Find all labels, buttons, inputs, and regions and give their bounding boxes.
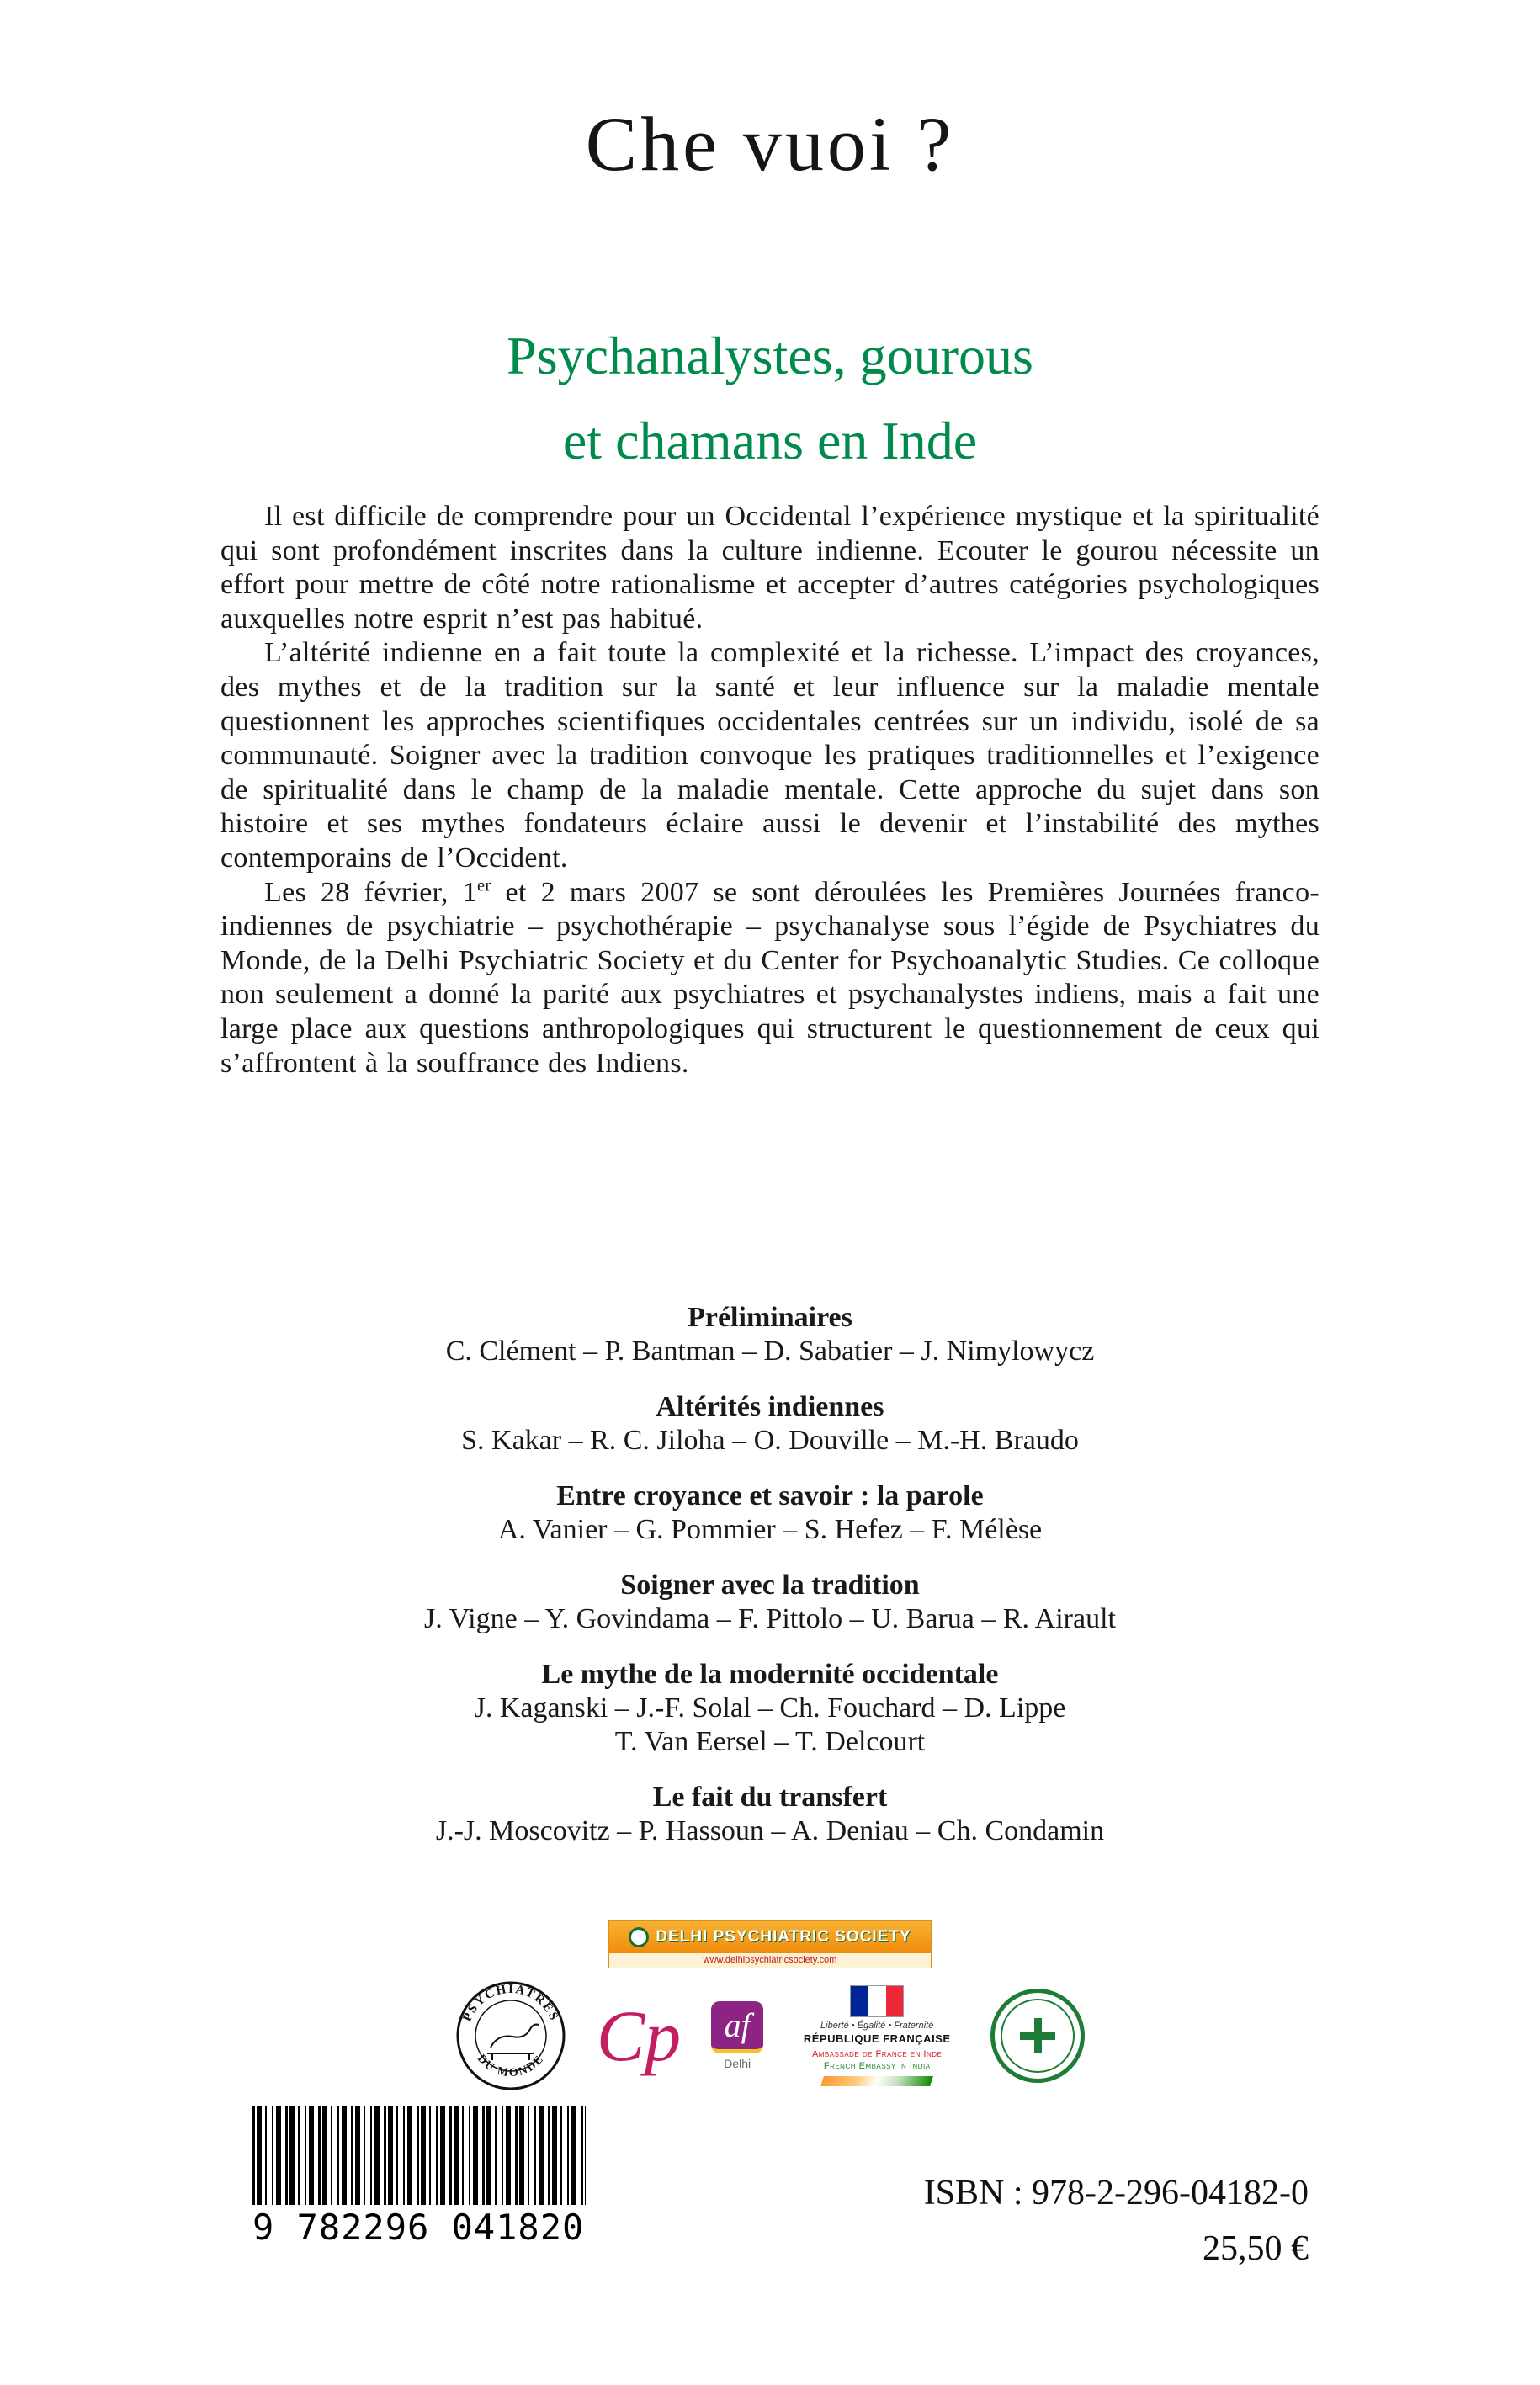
page-title: Che vuoi ? — [585, 101, 955, 187]
section-authors: C. Clément – P. Bantman – D. Sabatier – J. Nimylowycz — [445, 1336, 1095, 1367]
section-heading: Altérités indiennes — [656, 1391, 884, 1422]
table-of-contents — [0, 1301, 1540, 1870]
barcode — [252, 2106, 586, 2248]
body-paragraph-2: L’altérité indienne en a fait toute la complexité et la richesse. L’impact des croyances, des mythes et de la tradition sur la santé et leur influence sur la maladie mentale questionnent les approches scientifiques occidentales centrées sur un individu, isolé de sa communauté. Soigner avec la tradition convoque les pratiques traditionnelles et l’exigence de spiritualité dans le champ de la maladie mentale. Cette approche du sujet dans son histoire et ses mythes fondateurs éclaire aussi le devenir et l’instabilité des mythes contemporains de l’Occident. — [220, 637, 1320, 874]
back-cover-text — [220, 500, 1320, 1081]
dps-banner-title: DELHI PSYCHIATRIC SOCIETY — [656, 1928, 911, 1946]
delhi-psychiatric-society-banner — [608, 1920, 932, 1968]
barcode-bars — [252, 2106, 586, 2205]
subtitle-line-2: et chamans en Inde — [562, 411, 978, 470]
af-monogram: af — [724, 2006, 751, 2044]
program-section — [0, 1479, 1540, 1547]
section-authors: J. Kaganski – J.-F. Solal – Ch. Fouchard – D. Lippe — [474, 1692, 1066, 1724]
section-heading: Le mythe de la modernité occidentale — [541, 1659, 999, 1690]
af-monogram-square — [711, 2001, 763, 2053]
french-embassy-block — [789, 1985, 965, 2087]
alliance-francaise-delhi-logo — [711, 2001, 763, 2070]
body-paragraph-3 — [220, 876, 1320, 1081]
pdm-arc-bottom-text: DU MONDE — [474, 2052, 547, 2080]
center-for-psychoanalytic-studies-logo — [592, 1995, 686, 2076]
section-heading: Préliminaires — [688, 1302, 852, 1333]
psychiatres-du-monde-logo — [455, 1980, 566, 2091]
section-authors: A. Vanier – G. Pommier – S. Hefez – F. Mélèse — [497, 1514, 1043, 1545]
subtitle-line-1: Psychanalystes, gourous — [507, 326, 1033, 385]
program-section — [0, 1301, 1540, 1368]
french-flag-icon — [850, 1985, 904, 2017]
paragraph-3-text: et 2 mars 2007 se sont déroulées les Premières Journées franco-indiennes de psychiatrie – psychothérapie – psychanalyse sous l’égide de Psychiatres du Monde, de la Delhi Psychiatric Society et du Center for Psychoanalytic Studies. Ce colloque non seulement a donné la parité aux psychiatres et psychanalystes indiens, mais a fait une large place aux questions anthropologiques qui structurent le questionnement de ceux qui s’affrontent à la souffrance des Indiens. — [220, 876, 1320, 1079]
ordinal-superscript: er — [477, 876, 491, 895]
logo-row — [455, 1980, 1085, 2091]
dps-emblem-icon — [629, 1927, 649, 1947]
india-tricolor-strip — [820, 2076, 933, 2086]
af-city-label: Delhi — [724, 2057, 751, 2070]
cp-monogram: Cp — [596, 1995, 682, 2076]
program-section — [0, 1658, 1540, 1759]
pdm-arc-top-text: PSYCHIATRES — [460, 1982, 561, 2024]
embassy-line-french: Ambassade de France en Inde — [811, 2048, 943, 2059]
body-paragraph-1: Il est difficile de comprendre pour un Occidental l’expérience mystique et la spiritualité qui sont profondément inscrites dans la culture indienne. Ecouter le gourou nécessite un effort pour mettre de côté notre rationalisme et accepter d’autres catégories psychologiques auxquelles notre esprit n’est pas habitué. — [220, 501, 1320, 635]
program-section — [0, 1569, 1540, 1636]
republic-motto: Liberté • Égalité • Fraternité — [820, 2020, 934, 2031]
program-section — [0, 1781, 1540, 1848]
dps-banner-top — [609, 1921, 931, 1953]
price-label: 25,50 € — [1203, 2229, 1309, 2268]
section-authors: T. Van Eersel – T. Delcourt — [614, 1726, 926, 1757]
barcode-digits: 9 782296 041820 — [252, 2207, 585, 2248]
section-authors: S. Kakar – R. C. Jiloha – O. Douville – M.-H. Braudo — [461, 1425, 1079, 1456]
paragraph-3-text: Les 28 février, 1 — [264, 876, 477, 908]
book-subtitle — [0, 313, 1540, 483]
hospital-emblem-inner-ring — [1001, 1999, 1075, 2073]
section-heading: Soigner avec la tradition — [620, 1570, 920, 1601]
isbn-price-block — [924, 2171, 1309, 2271]
hospital-emblem-logo — [990, 1989, 1085, 2083]
section-authors: J.-J. Moscovitz – P. Hassoun – A. Deniau – Ch. Condamin — [435, 1815, 1105, 1846]
section-heading: Entre croyance et savoir : la parole — [556, 1480, 984, 1511]
medical-cross-icon — [1020, 2018, 1055, 2053]
section-heading: Le fait du transfert — [652, 1782, 888, 1813]
republic-label: RÉPUBLIQUE FRANÇAISE — [803, 2032, 951, 2045]
partner-logos — [0, 1920, 1540, 2091]
section-authors: J. Vigne – Y. Govindama – F. Pittolo – U. Barua – R. Airault — [424, 1603, 1116, 1634]
embassy-line-english: French Embassy in India — [823, 2060, 931, 2071]
isbn-label: ISBN : 978-2-296-04182-0 — [923, 2174, 1309, 2212]
dps-banner-website: www.delhipsychiatricsociety.com — [609, 1953, 931, 1968]
program-section — [0, 1390, 1540, 1458]
